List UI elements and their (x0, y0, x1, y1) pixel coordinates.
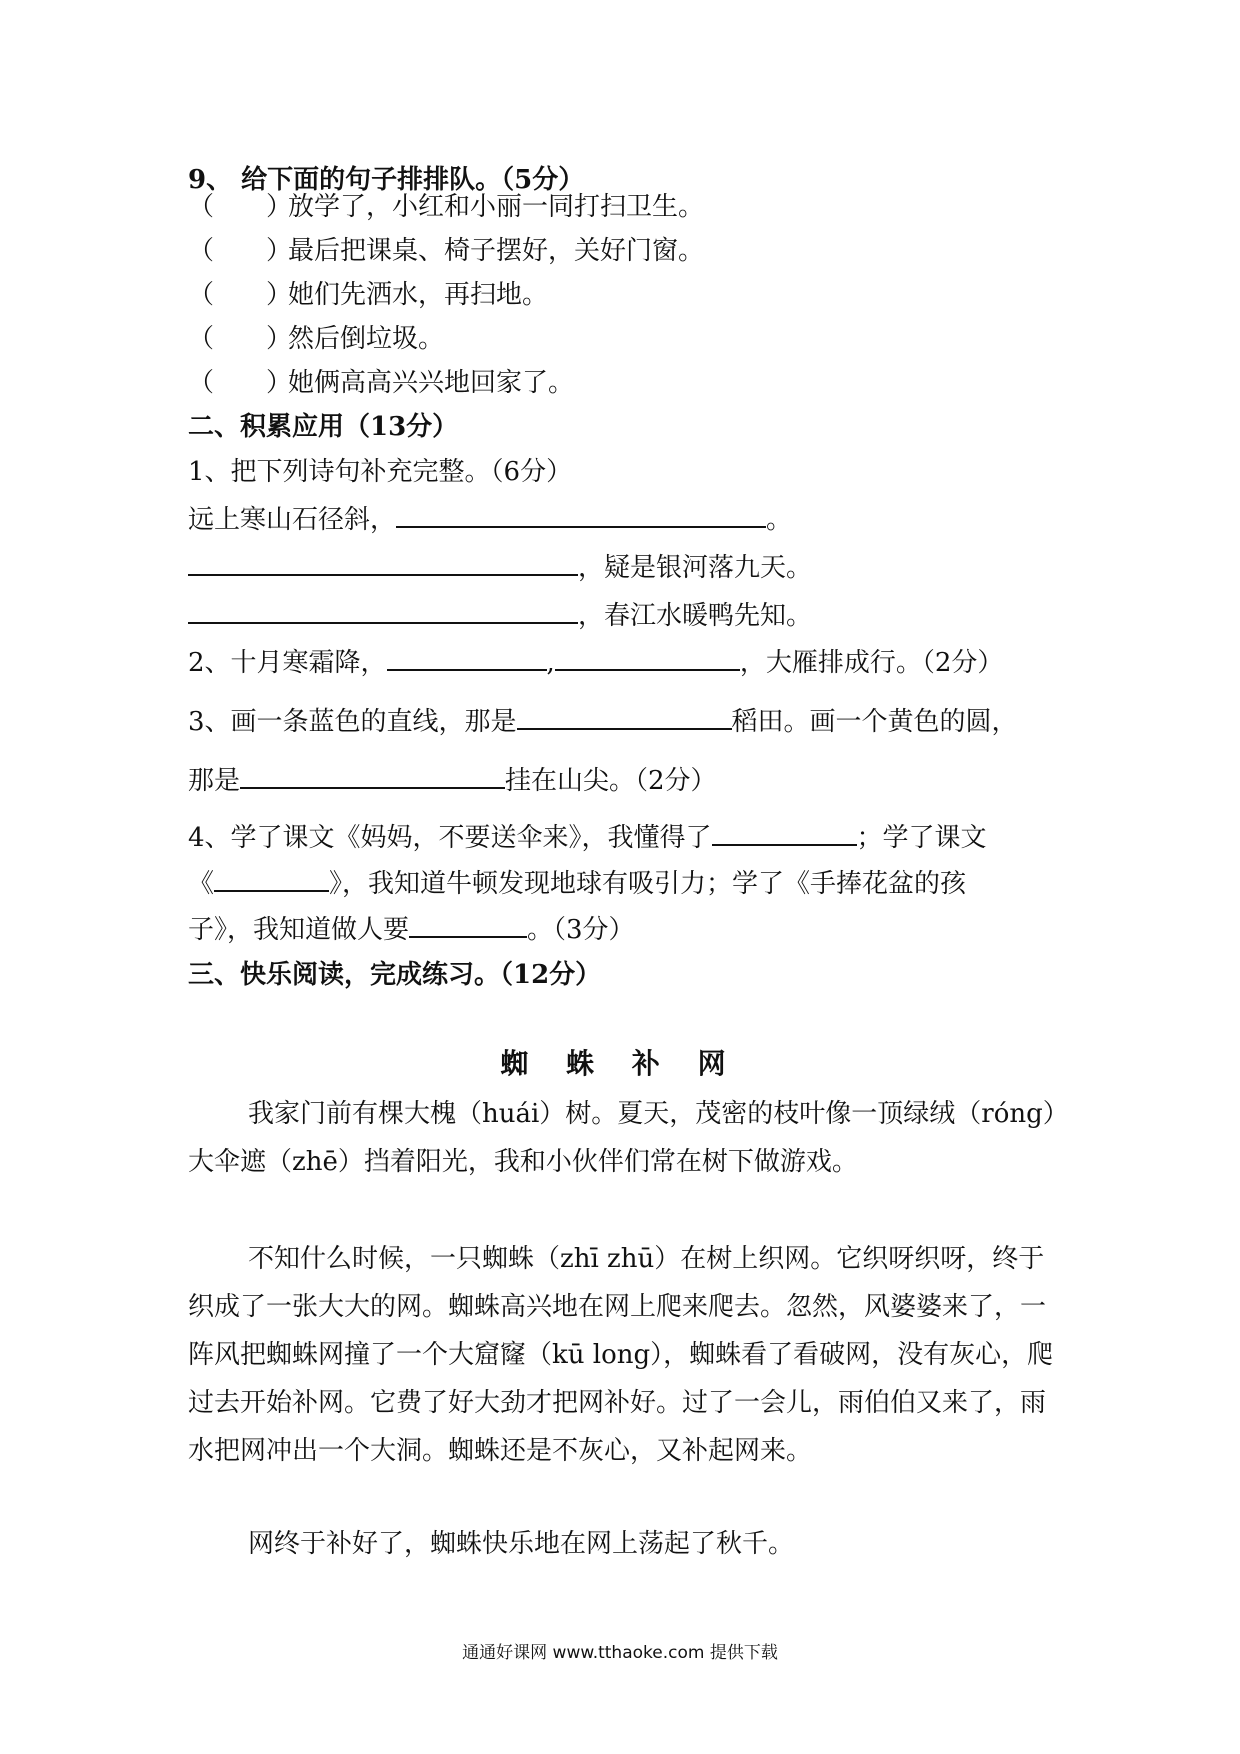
s2-q4-l3-before: 子》，我知道做人要 (188, 915, 410, 945)
story-title: 蜘 蛛 补 网 (500, 1047, 740, 1080)
s2-q2-after: ，大雁排成行。（2分） (739, 648, 1004, 678)
section2-title: 二、积累应用（13分） (188, 412, 459, 442)
poem-blank-2[interactable] (188, 550, 578, 576)
s2-q4-l1-after: ；学了课文 (856, 823, 987, 853)
s2-q3-before: 3、画一条蓝色的直线，那是 (188, 707, 517, 737)
story-paragraph-2: 不知什么时候，一只蜘蛛（zhī zhū）在树上织网。它织呀织呀，终于织成了一张大大的网。蜘蛛高兴地在网上爬来爬去。忽然，风婆婆来了，一阵风把蜘蛛网撞了一个大窟窿（kū long），蜘蛛看了看破网，没有灰心，爬过去开始补网。它费了好大劲才把网补好。过了一会儿，雨伯伯又来了，雨水把网冲出一个大洞。蜘蛛还是不灰心，又补起网来。 (188, 1244, 1054, 1466)
footer-note: 通通好课网 www.tthaoke.com 提供下载 (462, 1643, 778, 1663)
poem-line-1 (188, 502, 792, 537)
order-item-1 (188, 190, 704, 224)
s2-q3-line-1 (188, 704, 1018, 739)
s2-q3-line2-before: 那是 (188, 766, 241, 796)
order-paren-2[interactable]: （ ） (188, 236, 293, 266)
s2-q3-line2-after: 挂在山尖。（2分） (505, 766, 717, 796)
s2-q3-blank-2[interactable] (240, 763, 505, 789)
s2-q4-line-2 (188, 866, 966, 901)
order-paren-3[interactable]: （ ） (188, 280, 293, 310)
order-paren-4[interactable]: （ ） (188, 324, 293, 354)
s2-q3-line-2 (188, 763, 717, 798)
s2-q4-blank-1[interactable] (712, 820, 857, 846)
section3-title: 三、快乐阅读，完成练习。（12分） (188, 960, 602, 990)
s2-q2 (188, 645, 1003, 680)
s2-q3-after: 稻田。画一个黄色的圆， (731, 707, 1018, 737)
s2-q4-l3-after: 。（3分） (527, 915, 635, 945)
order-text-4: 然后倒垃圾。 (288, 324, 445, 354)
order-paren-5[interactable]: （ ） (188, 368, 293, 398)
poem-blank-1[interactable] (396, 502, 766, 528)
s2-q2-mid: , (546, 648, 555, 678)
order-text-1: 放学了，小红和小丽一同打扫卫生。 (288, 192, 705, 222)
s2-q4-l2-after: 》，我知道牛顿发现地球有吸引力；学了《手捧花盆的孩 (329, 869, 967, 899)
poem-line-2-text: ，疑是银河落九天。 (578, 553, 813, 583)
s2-q2-blank-2[interactable] (555, 645, 740, 671)
s2-q4-blank-2[interactable] (214, 866, 329, 892)
poem-line-1-end: 。 (766, 505, 793, 535)
order-item-4 (188, 322, 444, 356)
order-text-3: 她们先洒水，再扫地。 (288, 280, 549, 310)
s2-q4-line-3 (188, 912, 635, 947)
story-paragraph-1: 我家门前有棵大槐（huái）树。夏天，茂密的枝叶像一顶绿绒（róng）大伞遮（zhē）挡着阳光，我和小伙伴们常在树下做游戏。 (188, 1099, 1056, 1177)
poem-line-3-text: ，春江水暖鸭先知。 (578, 601, 813, 631)
order-paren-1[interactable]: （ ） (188, 192, 293, 222)
s2-q3-blank-1[interactable] (517, 704, 732, 730)
s2-q4-l1-before: 4、学了课文《妈妈，不要送伞来》，我懂得了 (188, 823, 712, 853)
order-item-3 (188, 278, 548, 312)
poem-line-2 (188, 550, 812, 585)
story-paragraph-3: 网终于补好了，蜘蛛快乐地在网上荡起了秋千。 (248, 1529, 795, 1559)
order-text-5: 她俩高高兴兴地回家了。 (288, 368, 575, 398)
s2-q4-l2-before: 《 (188, 869, 215, 899)
poem-line-3 (188, 598, 812, 633)
s2-q4-line-1 (188, 820, 987, 855)
s2-q4-blank-3[interactable] (409, 912, 527, 938)
order-item-5 (188, 366, 574, 400)
s2-q1-title: 1、把下列诗句补充完整。（6分） (188, 457, 573, 487)
poem-line-1-text: 远上寒山石径斜， (188, 505, 397, 535)
q9-title: 9、 给下面的句子排排队。（5分） (188, 165, 585, 195)
s2-q2-blank-1[interactable] (387, 645, 547, 671)
poem-blank-3[interactable] (188, 598, 578, 624)
order-text-2: 最后把课桌、椅子摆好，关好门窗。 (288, 236, 705, 266)
order-item-2 (188, 234, 704, 268)
s2-q2-before: 2、十月寒霜降， (188, 648, 387, 678)
